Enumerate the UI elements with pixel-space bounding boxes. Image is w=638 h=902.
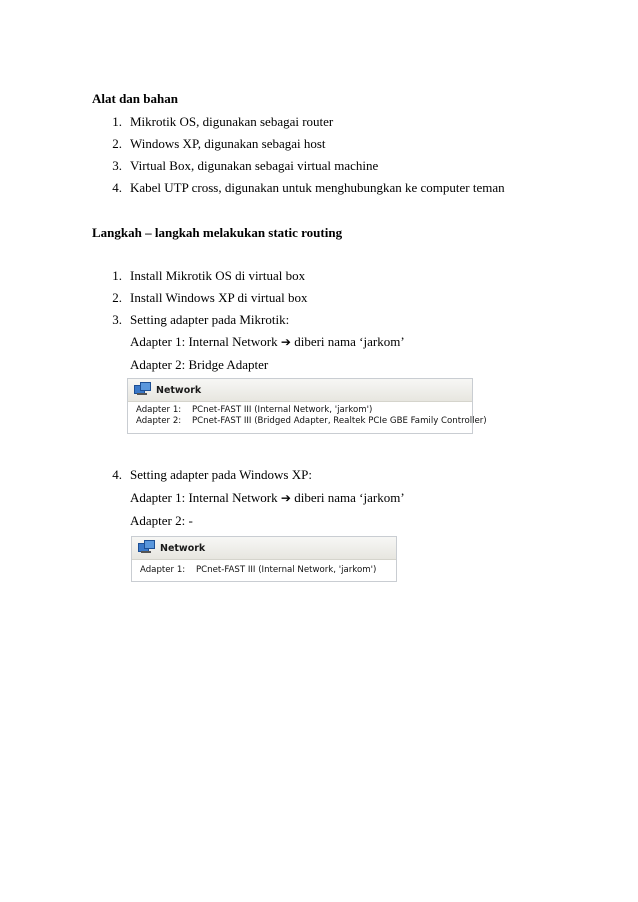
adapter-label: Adapter 1:: [140, 565, 186, 575]
list-text: Setting adapter pada Windows XP:: [130, 467, 312, 482]
list-number: 2.: [112, 290, 122, 305]
adapter-row: [140, 565, 396, 576]
network-icon: [138, 540, 154, 556]
arrow-right-icon: ➔: [280, 491, 291, 505]
section-heading-tools: Alat dan bahan: [92, 91, 178, 106]
list-number: 1.: [112, 114, 122, 129]
list-text: Mikrotik OS, digunakan sebagai router: [130, 114, 334, 129]
adapter-row: [136, 405, 472, 416]
network-panel-body: [128, 402, 487, 427]
list-text: Setting adapter pada Mikrotik:: [130, 312, 290, 327]
list-number: 4.: [112, 180, 122, 195]
adapter1-label: Adapter 1: Internal Network: [130, 490, 278, 505]
network-panel-winxp: [131, 536, 397, 582]
network-panel-title: Network: [156, 384, 202, 396]
adapter-value: PCnet-FAST III (Bridged Adapter, Realtek PCIe GBE Family Controller): [192, 416, 487, 426]
adapter1-label: Adapter 1: Internal Network: [130, 334, 278, 349]
list-number: 3.: [112, 312, 122, 327]
adapter1-line-winxp: [130, 490, 405, 506]
adapter-value: PCnet-FAST III (Internal Network, 'jarkom'): [192, 405, 373, 415]
adapter1-description: diberi nama ‘jarkom’: [294, 334, 405, 349]
network-panel-body: [132, 560, 396, 576]
adapter1-description: diberi nama ‘jarkom’: [294, 490, 405, 505]
network-panel-title: Network: [160, 542, 206, 554]
list-number: 4.: [112, 467, 122, 482]
adapter-value: PCnet-FAST III (Internal Network, 'jarkom'): [196, 565, 377, 575]
adapter-label: Adapter 2:: [136, 416, 182, 426]
list-number: 2.: [112, 136, 122, 151]
adapter1-line-mikrotik: [130, 334, 405, 350]
adapter-row: [136, 416, 487, 427]
network-panel-header: [132, 537, 396, 560]
list-text: Install Windows XP di virtual box: [130, 290, 308, 305]
list-text: Virtual Box, digunakan sebagai virtual machine: [130, 158, 379, 173]
network-panel-header: [128, 379, 472, 402]
adapter-label: Adapter 1:: [136, 405, 182, 415]
adapter2-line-winxp: Adapter 2: -: [130, 513, 193, 528]
arrow-right-icon: ➔: [280, 335, 291, 349]
list-number: 3.: [112, 158, 122, 173]
adapter2-line-mikrotik: Adapter 2: Bridge Adapter: [130, 357, 269, 372]
list-text: Install Mikrotik OS di virtual box: [130, 268, 306, 283]
network-panel-mikrotik: [127, 378, 487, 434]
network-icon: [134, 382, 150, 398]
list-text: Kabel UTP cross, digunakan untuk menghubungkan ke computer teman: [130, 180, 505, 195]
list-text: Windows XP, digunakan sebagai host: [130, 136, 326, 151]
section-heading-steps: Langkah – langkah melakukan static routing: [92, 225, 343, 240]
list-number: 1.: [112, 268, 122, 283]
